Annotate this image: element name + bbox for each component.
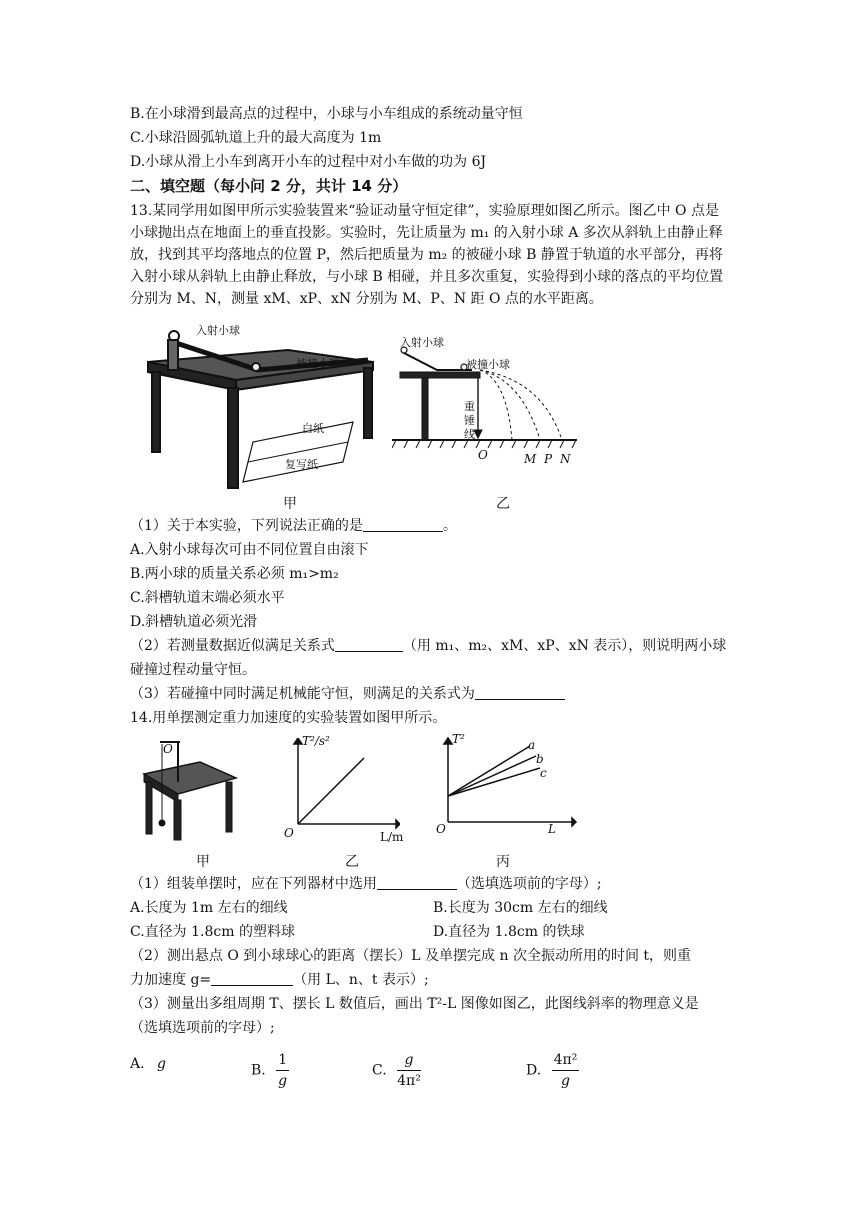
label-incident-ball-jia: 入射小球: [196, 324, 240, 337]
answer-option-b: B. $\frac{1}{g}$: [251, 1052, 288, 1089]
caption-bing-14: 丙: [496, 854, 510, 870]
q13-part1: （1）关于本实验，下列说法正确的是 。: [130, 518, 457, 534]
caption-yi-14: 乙: [345, 854, 359, 870]
caption-yi-13: 乙: [496, 496, 510, 512]
q14-part2-cont: 力加速度 g= （用 L、n、t 表示）;: [130, 972, 429, 988]
line-b-label: b: [536, 752, 544, 766]
point-N: N: [560, 452, 571, 466]
q13-option-d: D.斜槽轨道必须光滑: [130, 614, 258, 630]
x-axis-label-bing: L: [548, 822, 556, 836]
label-plumb-line: 重锤线: [464, 400, 475, 441]
q13-part3: （3）若碰撞中同时满足机械能守恒，则满足的关系式为: [130, 684, 565, 704]
line-a-label: a: [528, 738, 536, 752]
option-d-prev: D.小球从滑上小车到离开小车的过程中对小车做的功为 6J: [130, 154, 487, 170]
caption-jia-13: 甲: [283, 496, 297, 512]
point-M: M: [524, 452, 537, 466]
fig14-bing-graph: [440, 736, 580, 836]
label-incident-ball-yi: 入射小球: [400, 336, 444, 349]
line-c-label: c: [540, 766, 547, 780]
x-axis-label-yi: L/m: [380, 830, 404, 844]
q14-part2: （2）测出悬点 O 到小球球心的距离（摆长）L 及单摆完成 n 次全振动所用的时间 t，则重: [130, 948, 692, 964]
label-struck-ball-jia: 被撞小球: [296, 357, 340, 370]
option-c-prev: C.小球沿圆弧轨道上升的最大高度为 1m: [130, 130, 382, 146]
origin-bing: O: [436, 822, 446, 836]
label-O-pendulum: O: [163, 742, 173, 756]
point-P: P: [544, 452, 553, 466]
origin-yi: O: [284, 826, 294, 840]
y-axis-label-bing: T²: [452, 732, 465, 746]
answer-blank-14-2[interactable]: [211, 971, 293, 986]
answer-blank-13-3[interactable]: [475, 685, 565, 700]
fig14-jia-pendulum: [140, 734, 240, 842]
answer-blank-13-1[interactable]: [363, 517, 443, 532]
fig14-yi-graph: [288, 738, 400, 838]
fig13-jia-apparatus: [138, 322, 378, 492]
q14-option-c: C.直径为 1.8cm 的塑料球: [130, 924, 295, 940]
q13-option-a: A.入射小球每次可由不同位置自由滚下: [130, 542, 369, 558]
point-O: O: [478, 448, 488, 462]
q13-part2-cont: 碰撞过程动量守恒。: [130, 662, 256, 678]
q14-part1: （1）组装单摆时，应在下列器材中选用 （选填选项前的字母）;: [130, 876, 602, 892]
option-b-prev: B.在小球滑到最高点的过程中，小球与小车组成的系统动量守恒: [130, 106, 523, 122]
section-heading: 二、填空题（每小问 2 分，共计 14 分）: [130, 177, 408, 195]
label-white-paper: 白纸: [302, 422, 324, 435]
label-carbon-paper: 复写纸: [285, 458, 318, 471]
q14-option-d: D.直径为 1.8cm 的铁球: [433, 924, 585, 940]
q13-option-b: B.两小球的质量关系必须 m₁>m₂: [130, 566, 339, 582]
answer-option-a: A. g: [130, 1056, 166, 1072]
y-axis-label-yi: T²/s²: [302, 734, 330, 748]
answer-blank-14-1[interactable]: [377, 875, 457, 890]
answer-option-d: D. $\frac{\text{4π²}}{g}$: [526, 1052, 578, 1089]
answer-blank-13-2[interactable]: [335, 637, 403, 652]
q14-option-a: A.长度为 1m 左右的细线: [130, 900, 288, 916]
q14-option-b: B.长度为 30cm 左右的细线: [433, 900, 608, 916]
q13-option-c: C.斜槽轨道末端必须水平: [130, 590, 285, 606]
answer-option-c: C. $\frac{g}{\text{4π²}}$: [372, 1052, 421, 1089]
q14-part3: （3）测量出多组周期 T、摆长 L 数值后，画出 T²-L 图像如图乙，此图线斜率的物理意义是: [130, 996, 699, 1012]
q14-stem: 14.用单摆测定重力加速度的实验装置如图甲所示。: [130, 710, 447, 726]
caption-jia-14: 甲: [196, 854, 210, 870]
q13-part2: （2）若测量数据近似满足关系式 （用 m₁、m₂、xM、xP、xN 表示），则说明两小球: [130, 638, 727, 654]
q13-stem: 13.某同学用如图甲所示实验装置来“验证动量守恒定律”，实验原理如图乙所示。图乙中 O 点是小球抛出点在地面上的垂直投影。实验时，先让质量为 m₁ 的入射小球 A 多次从斜轨上由静止释放，找到其平均落地点的位置 P，然后把质量为 m₂ 的被碰小球 B 静置于轨道的水平部分，再将入射小球从斜轨上由静止释放，与小球 B 相碰，并且多次重复，实验得到小球的落点的平均位置分别为 M、N，测量 xM、xP、xN 分别为 M、P、N 距 O 点的水平距离。: [130, 203, 724, 307]
q14-part3-cont: （选填选项前的字母）;: [130, 1020, 275, 1036]
label-struck-ball-yi: 被撞小球: [466, 358, 510, 371]
